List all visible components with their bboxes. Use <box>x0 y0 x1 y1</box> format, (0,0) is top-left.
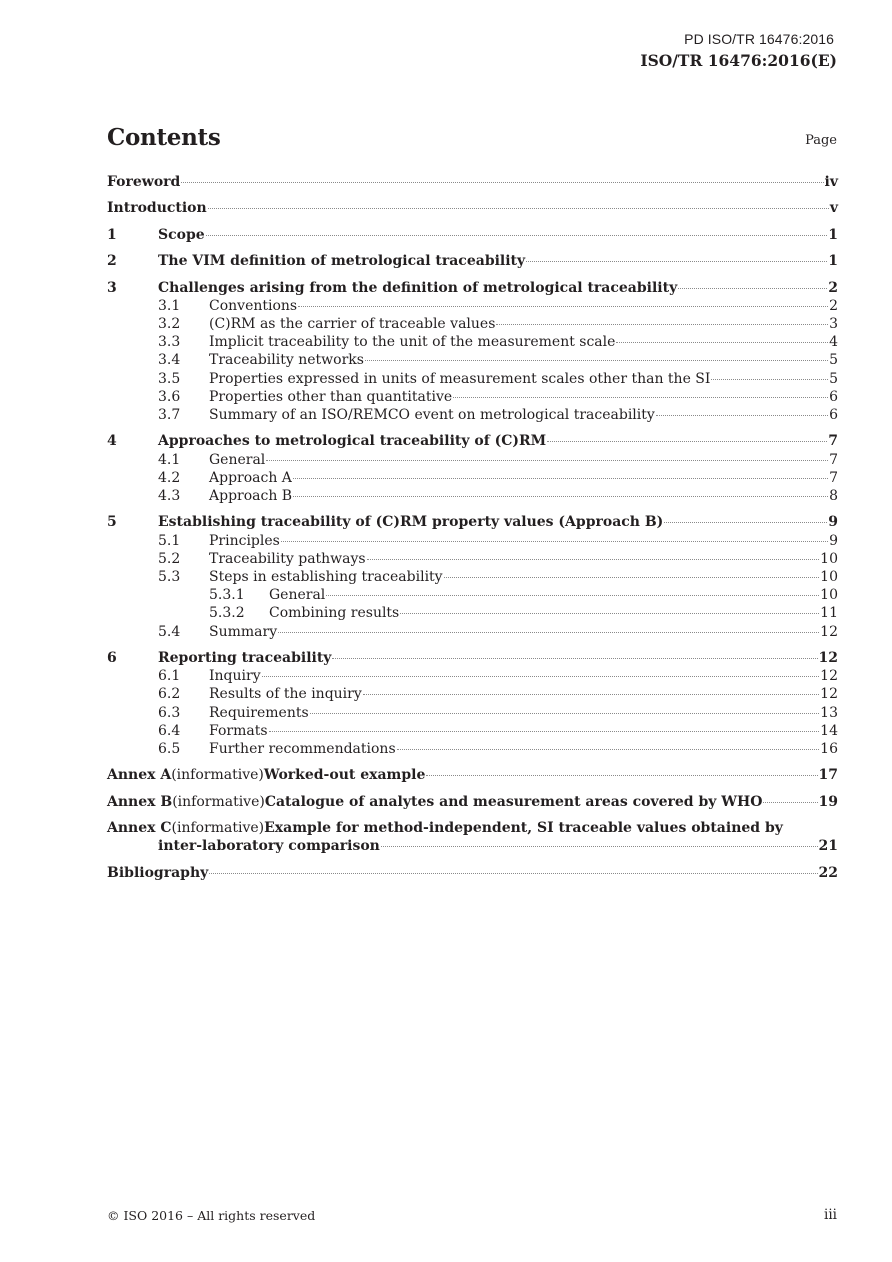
toc-dot-leader <box>664 521 827 523</box>
toc-entry-page: v <box>829 200 838 217</box>
toc-entry-number: 6.1 <box>158 668 181 685</box>
toc-entry-page: 12 <box>820 686 838 703</box>
toc-entry[interactable] <box>107 623 838 641</box>
toc-entry-title: Inquiry <box>209 668 261 685</box>
toc-dot-leader <box>381 845 818 847</box>
toc-entry-number: 3.2 <box>158 315 181 332</box>
toc-entry-title: Approaches to metrological traceability of (C)RM <box>158 433 547 450</box>
toc-entry-page: 1 <box>828 226 838 243</box>
toc-entry-number: 6 <box>107 649 117 666</box>
toc-entry-title: Formats <box>209 722 268 739</box>
toc-entry-title: Results of the inquiry <box>209 686 362 703</box>
toc-dot-leader <box>326 594 819 596</box>
toc-entry[interactable] <box>107 333 838 351</box>
toc-entry-title: Properties expressed in units of measurement scales other than the SI <box>209 370 711 387</box>
toc-entry-page: 3 <box>829 315 838 332</box>
toc-entry-title: Requirements <box>209 704 309 721</box>
toc-entry-page: 7 <box>828 433 838 450</box>
toc-entry-title: Scope <box>158 226 205 243</box>
toc-entry[interactable] <box>107 513 838 531</box>
toc-entry-number: 3.6 <box>158 388 181 405</box>
toc-entry-title: Properties other than quantitative <box>209 388 453 405</box>
toc-entry-page: 9 <box>829 532 838 549</box>
toc-entry-page: 5 <box>829 352 838 369</box>
copyright-notice: © ISO 2016 – All rights reserved <box>107 1208 316 1223</box>
toc-annex-type: (informative) <box>171 767 264 784</box>
toc-entry-page: 8 <box>829 487 838 504</box>
toc-entry-page: 22 <box>818 864 838 881</box>
toc-entry-number: 1 <box>107 226 117 243</box>
toc-entry-number: 5.3 <box>158 568 181 585</box>
toc-entry[interactable] <box>107 279 838 297</box>
toc-entry-number: 4.3 <box>158 487 181 504</box>
toc-entry-title: (C)RM as the carrier of traceable values <box>209 315 496 332</box>
toc-dot-leader <box>400 612 819 614</box>
toc-dot-leader <box>763 801 817 803</box>
toc-entry-number: 5 <box>107 514 117 531</box>
toc-entry-number: 3.4 <box>158 352 181 369</box>
toc-dot-leader <box>526 260 827 262</box>
toc-entry[interactable] <box>107 388 838 406</box>
toc-entry-title: Further recommendations <box>209 741 396 757</box>
toc-entry-title: General <box>209 451 266 468</box>
toc-entry-page: 6 <box>829 388 838 405</box>
toc-entry-title: Bibliography <box>107 864 209 881</box>
toc-entry-number: 6.4 <box>158 722 181 739</box>
toc-annex-entry[interactable] <box>107 819 838 837</box>
toc-dot-leader <box>678 287 827 289</box>
toc-entry-number: 3.1 <box>158 297 181 314</box>
toc-dot-leader <box>363 693 819 695</box>
toc-entry-title: Challenges arising from the definition of metrological traceability <box>158 279 678 296</box>
toc-annex-entry[interactable] <box>107 766 838 784</box>
page-number: iii <box>824 1207 837 1223</box>
toc-entry-number: 4.2 <box>158 469 181 486</box>
toc-dot-leader <box>332 657 817 659</box>
toc-entry-number: 5.3.2 <box>209 605 245 622</box>
toc-entry-title: Principles <box>209 532 280 549</box>
toc-entry-title: Traceability pathways <box>209 550 366 567</box>
toc-dot-leader <box>209 872 817 874</box>
toc-dot-leader <box>656 414 828 416</box>
toc-entry[interactable] <box>107 704 838 722</box>
toc-entry-title: Approach B <box>209 487 293 504</box>
toc-entry-page: 13 <box>820 704 838 721</box>
toc-dot-leader <box>208 207 829 209</box>
toc-entry[interactable] <box>107 451 838 469</box>
toc-entry-title: Establishing traceability of (C)RM property values (Approach B) <box>158 514 664 531</box>
toc-dot-leader <box>266 459 828 461</box>
toc-dot-leader <box>367 558 820 560</box>
toc-entry-number: 3 <box>107 279 117 296</box>
toc-entry-title: Approach A <box>209 469 292 486</box>
toc-entry[interactable] <box>107 406 838 424</box>
toc-entry-page: 7 <box>829 451 838 468</box>
toc-entry[interactable] <box>107 740 838 758</box>
toc-entry[interactable] <box>107 173 838 191</box>
toc-dot-leader <box>711 378 828 380</box>
toc-annex-label: Annex B <box>107 793 173 810</box>
toc-dot-leader <box>262 675 820 677</box>
toc-entry-number: 5.4 <box>158 623 181 640</box>
toc-annex-type: (informative) <box>172 793 265 810</box>
toc-entry[interactable] <box>107 550 838 568</box>
toc-dot-leader <box>278 631 819 633</box>
toc-entry-number: 4 <box>107 433 117 450</box>
toc-dot-leader <box>281 540 828 542</box>
toc-entry-page: 10 <box>820 587 838 604</box>
toc-dot-leader <box>365 359 828 361</box>
toc-entry-title: Combining results <box>269 605 400 622</box>
table-of-contents <box>107 173 838 882</box>
toc-entry-number: 5.3.1 <box>209 587 245 604</box>
toc-entry[interactable] <box>107 315 838 333</box>
toc-entry-page: 14 <box>820 722 838 739</box>
toc-entry-page: 19 <box>818 793 838 810</box>
toc-dot-leader <box>310 712 820 714</box>
toc-entry-page: 6 <box>829 406 838 423</box>
toc-entry-title: Example for method-independent, SI traceable values obtained by <box>264 820 783 837</box>
toc-dot-leader <box>444 576 820 578</box>
toc-entry[interactable] <box>107 649 838 667</box>
toc-entry-number: 6.2 <box>158 686 181 703</box>
toc-dot-leader <box>496 323 828 325</box>
toc-entry[interactable] <box>107 487 838 505</box>
toc-entry-title: Summary of an ISO/REMCO event on metrological traceability <box>209 406 655 423</box>
toc-entry-page: 1 <box>828 253 838 270</box>
toc-dot-leader <box>293 495 828 497</box>
toc-entry[interactable] <box>107 722 838 740</box>
toc-entry-number: 3.5 <box>158 370 181 387</box>
toc-entry[interactable] <box>107 297 838 315</box>
toc-entry-title: Conventions <box>209 297 298 314</box>
toc-entry-number: 3.7 <box>158 406 181 423</box>
toc-dot-leader <box>453 396 828 398</box>
toc-entry-title: Worked-out example <box>263 767 426 784</box>
toc-annex-entry-continued[interactable] <box>107 837 838 855</box>
toc-entry-page: 4 <box>829 334 838 351</box>
toc-dot-leader <box>397 748 820 750</box>
toc-entry-page: 17 <box>818 767 838 784</box>
toc-entry-title: Summary <box>209 623 278 640</box>
toc-entry-page: 12 <box>820 623 838 640</box>
toc-dot-leader <box>298 305 828 307</box>
toc-entry-page: 10 <box>820 550 838 567</box>
toc-entry[interactable] <box>107 667 838 685</box>
toc-entry-page: iv <box>824 174 838 190</box>
toc-entry-title: Implicit traceability to the unit of the measurement scale <box>209 334 616 351</box>
toc-entry-title: The VIM definition of metrological traceability <box>158 253 526 270</box>
toc-entry-title: Traceability networks <box>209 352 364 369</box>
toc-entry-title: General <box>269 587 326 604</box>
toc-annex-entry[interactable] <box>107 793 838 811</box>
toc-annex-label: Annex C <box>107 820 172 837</box>
toc-entry-number: 6.3 <box>158 704 181 721</box>
toc-entry-page: 12 <box>818 649 838 666</box>
toc-entry[interactable] <box>107 370 838 388</box>
toc-entry-title: Catalogue of analytes and measurement areas covered by WHO <box>264 793 763 810</box>
document-reference-national: PD ISO/TR 16476:2016 <box>684 31 834 47</box>
toc-entry[interactable] <box>107 864 838 882</box>
toc-entry-number: 6.5 <box>158 741 181 757</box>
toc-dot-leader <box>206 234 828 236</box>
toc-entry[interactable] <box>107 432 838 450</box>
toc-annex-type: (informative) <box>171 820 265 837</box>
toc-entry-page: 9 <box>828 514 838 531</box>
toc-entry[interactable] <box>107 586 838 604</box>
document-reference-iso: ISO/TR 16476:2016(E) <box>640 51 837 70</box>
toc-dot-leader <box>426 774 817 776</box>
toc-entry-page: 12 <box>820 668 838 685</box>
toc-entry-page: 5 <box>829 370 838 387</box>
toc-dot-leader <box>269 730 820 732</box>
toc-entry[interactable] <box>107 604 838 622</box>
toc-entry[interactable] <box>107 199 838 217</box>
toc-entry-title: Reporting traceability <box>158 649 332 666</box>
toc-entry[interactable] <box>107 351 838 369</box>
toc-entry-page: 2 <box>828 279 838 296</box>
toc-entry-title: Foreword <box>107 174 181 190</box>
toc-entry[interactable] <box>107 568 838 586</box>
toc-entry-number: 5.2 <box>158 550 181 567</box>
toc-entry-page: 16 <box>820 741 838 757</box>
toc-entry-page: 2 <box>829 297 838 314</box>
toc-entry-number: 2 <box>107 253 117 270</box>
toc-dot-leader <box>547 440 827 442</box>
toc-entry-title: Steps in establishing traceability <box>209 568 443 585</box>
toc-entry[interactable] <box>107 226 838 244</box>
page-title: Contents <box>107 124 221 151</box>
toc-dot-leader <box>616 341 828 343</box>
toc-entry-page: 7 <box>829 469 838 486</box>
toc-entry[interactable] <box>107 252 838 270</box>
toc-entry[interactable] <box>107 469 838 487</box>
toc-entry-page: 10 <box>820 568 838 585</box>
toc-dot-leader <box>181 181 823 183</box>
toc-entry[interactable] <box>107 532 838 550</box>
toc-entry-number: 5.1 <box>158 532 181 549</box>
toc-annex-label: Annex A <box>107 767 172 784</box>
toc-entry-page: 21 <box>818 838 838 855</box>
toc-entry-page: 11 <box>820 605 838 622</box>
toc-entry[interactable] <box>107 685 838 703</box>
page-column-label: Page <box>805 133 837 148</box>
toc-entry-number: 4.1 <box>158 451 181 468</box>
toc-entry-title-continued: inter-laboratory comparison <box>158 838 380 855</box>
toc-dot-leader <box>293 477 828 479</box>
toc-entry-number: 3.3 <box>158 334 181 351</box>
toc-entry-title: Introduction <box>107 200 207 217</box>
